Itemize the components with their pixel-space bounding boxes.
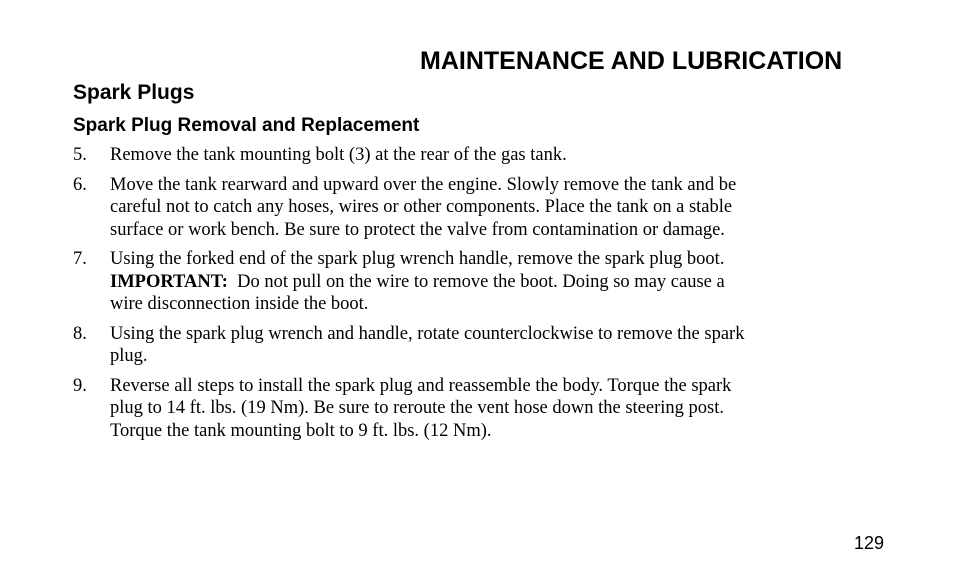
important-label: IMPORTANT: — [110, 271, 228, 292]
step-line-text: Do not pull on the wire to remove the boot. Doing so may cause a — [237, 271, 725, 292]
step-number: 9. — [73, 375, 87, 396]
step-number: 7. — [73, 249, 87, 269]
step-text — [110, 144, 903, 167]
step-line: Using the spark plug wrench and handle, rotate counterclockwise to remove the spark — [110, 323, 745, 344]
step-text — [110, 248, 903, 316]
step-number: 8. — [73, 323, 87, 344]
step-line: surface or work bench. Be sure to protect the valve from contamination or damage. — [110, 219, 725, 240]
step-line: wire disconnection inside the boot. — [110, 294, 369, 314]
step-line: Move the tank rearward and upward over the engine. Slowly remove the tank and be — [110, 174, 737, 195]
page-number: 129 — [854, 533, 885, 553]
step-5 — [73, 144, 903, 167]
step-text — [110, 323, 903, 368]
step-line: plug. — [110, 346, 148, 366]
subsection-title: Spark Plug Removal and Replacement — [73, 115, 420, 136]
section-title: Spark Plugs — [73, 81, 195, 104]
step-number: 5. — [73, 145, 87, 165]
step-line: Remove the tank mounting bolt (3) at the rear of the gas tank. — [110, 145, 567, 165]
page-header-title: MAINTENANCE AND LUBRICATION — [420, 47, 843, 75]
step-line: Reverse all steps to install the spark plug and reassemble the body. Torque the spark — [110, 375, 732, 396]
step-8 — [73, 323, 903, 368]
step-line: careful not to catch any hoses, wires or other components. Place the tank on a stable — [110, 197, 733, 217]
step-7 — [73, 248, 903, 316]
step-9 — [73, 375, 903, 443]
step-line: Using the forked end of the spark plug wrench handle, remove the spark plug boot. — [110, 249, 725, 269]
steps-list — [73, 144, 903, 449]
step-number: 6. — [73, 174, 87, 195]
step-line-important — [110, 271, 903, 294]
step-text — [110, 174, 903, 242]
step-line: plug to 14 ft. lbs. (19 Nm). Be sure to reroute the vent hose down the steering post. — [110, 398, 724, 418]
step-6 — [73, 174, 903, 242]
step-text — [110, 375, 903, 443]
step-line: Torque the tank mounting bolt to 9 ft. lbs. (12 Nm). — [110, 420, 492, 441]
